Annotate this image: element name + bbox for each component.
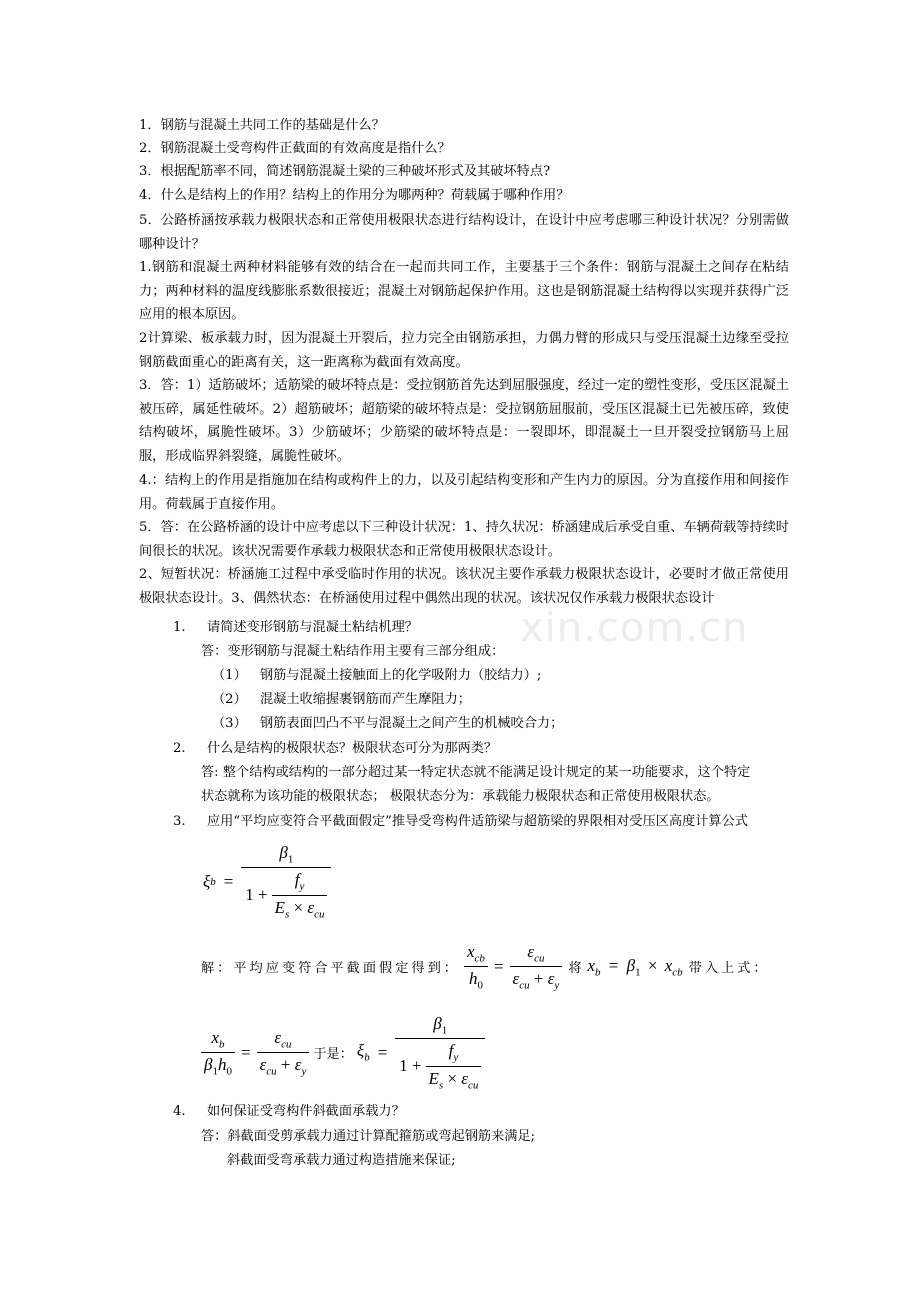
answer-5: 5．答：在公路桥涵的设计中应考虑以下三种设计状况：1、持久状况：桥涵建成后承受自重、车辆荷载等持续时间很长的状况。该状况需要作承载力极限状态和正常使用极限状态设计。 <box>139 520 789 559</box>
s2-answer-1-item-2: （2） 混凝土收缩握裹钢筋而产生摩阻力； <box>212 692 471 707</box>
s2-answer-1-item-3: （3） 钢筋表面凹凸不平与混凝土之间产生的机械咬合力； <box>212 716 564 731</box>
s2-answer-2-line-1: 答: 整个结构或结构的一部分超过某一特定状态就不能满足设计规定的某一功能要求，这个特定 <box>201 765 751 780</box>
answer-1: 1.钢筋和混凝土两种材料能够有效的结合在一起而共同工作，主要基于三个条件：钢筋与混凝土之间存在粘结力；两种材料的温度线膨胀系数很接近；混凝土对钢筋起保护作用。这也是钢筋混凝土结构得以实现并获得广泛应用的根本原因。 <box>139 260 789 322</box>
formula-xi-b: ξ b = $\beta_1$ 1 + $\frac{f_y}{E_s \times \varepsilon_{cu}}$ <box>203 843 331 920</box>
answer-3: 3．答：1）适筋破坏；适筋梁的破坏特点是：受拉钢筋首先达到屈服强度，经过一定的塑性变形，受压区混凝土被压碎，属延性破坏。2）超筋破坏；超筋梁的破坏特点是：受拉钢筋屈服前，受压区混凝土已先被压碎，致使结构破坏，属脆性破坏。3）少筋破坏；少筋梁的破坏特点是：一裂即坏，即混凝土一旦开裂受拉钢筋马上屈服，形成临界斜裂缝，属脆性破坏。 <box>139 378 789 464</box>
formula-result-line: $\frac{x_b}{\beta_1h_0}$ = $\frac{\varepsilon_{cu}}{\varepsilon_{cu} + \varepsilon_y}$ 于是： $\xi_b$ = $\beta_1$ 1 + $\frac{f_y}{E_s \times \varepsilon_{cu}}$ <box>201 1014 485 1091</box>
fraction: $\beta_1$ 1 + $\frac{f_y}{E_s \times \varepsilon_{cu}}$ <box>241 843 331 920</box>
watermark: xin.com.cn <box>520 605 749 651</box>
s2-question-3: 3. 应用“平均应变符合平截面假定”推导受弯构件适筋梁与超筋梁的界限相对受压区高度计算公式 <box>173 814 748 829</box>
question-3: 3．根据配筋率不同，简述钢筋混凝土梁的三种破坏形式及其破坏特点? <box>139 164 551 179</box>
s2-answer-1-item-1: （1） 钢筋与混凝土接触面上的化学吸附力（胶结力）; <box>212 668 542 683</box>
s2-question-2: 2. 什么是结构的极限状态？极限状态可分为那两类？ <box>173 741 498 756</box>
question-2: 2．钢筋混凝土受弯构件正截面的有效高度是指什么？ <box>139 141 451 156</box>
question-4: 4．什么是结构上的作用？结构上的作用分为哪两种？荷载属于哪种作用？ <box>139 188 570 203</box>
solution-line: 解：平均应变符合平截面假定得到： $\frac{x_{cb}}{h_0}$ = $\frac{\varepsilon_{cu}}{\varepsilon_{cu} + \varepsilon_y}$ 将 $x_b = \beta_1 \times x_{cb}$ 带入上式： <box>201 942 770 992</box>
question-5: 5．公路桥涵按承载力极限状态和正常使用极限状态进行结构设计，在设计中应考虑哪三种设计状况？分别需做哪种设计？ <box>139 213 789 252</box>
s2-answer-2-line-2: 状态就称为该功能的极限状态； 极限状态分为：承载能力极限状态和正常使用极限状态。 <box>201 789 720 804</box>
question-1: 1．钢筋与混凝土共同工作的基础是什么？ <box>139 118 385 133</box>
s2-question-1: 1. 请简述变形钢筋与混凝土粘结机理？ <box>173 620 418 635</box>
answer-4: 4.：结构上的作用是指施加在结构或构件上的力，以及引起结构变形和产生内力的原因。分为直接作用和间接作用。荷载属于直接作用。 <box>139 473 789 512</box>
s2-answer-4-line-1: 答：斜截面受剪承载力通过计算配箍筋或弯起钢筋来满足; <box>201 1129 536 1144</box>
answer-2: 2计算梁、板承载力时，因为混凝土开裂后，拉力完全由钢筋承担，力偶力臂的形成只与受压混凝土边缘至受拉钢筋截面重心的距离有关，这一距离称为截面有效高度。 <box>139 331 789 370</box>
s2-answer-1-intro: 答：变形钢筋与混凝土粘结作用主要有三部分组成： <box>201 644 505 659</box>
answer-5-continued: 2、短暂状况：桥涵施工过程中承受临时作用的状况。该状况主要作承载力极限状态设计，必要时才做正常使用极限状态设计。3、偶然状态：在桥涵使用过程中偶然出现的状况。该状况仅作承载力极限状态设计 <box>139 567 789 606</box>
s2-question-4: 4. 如何保证受弯构件斜截面承载力？ <box>173 1104 405 1119</box>
s2-answer-4-line-2: 斜截面受弯承载力通过构造措施来保证; <box>227 1153 456 1168</box>
